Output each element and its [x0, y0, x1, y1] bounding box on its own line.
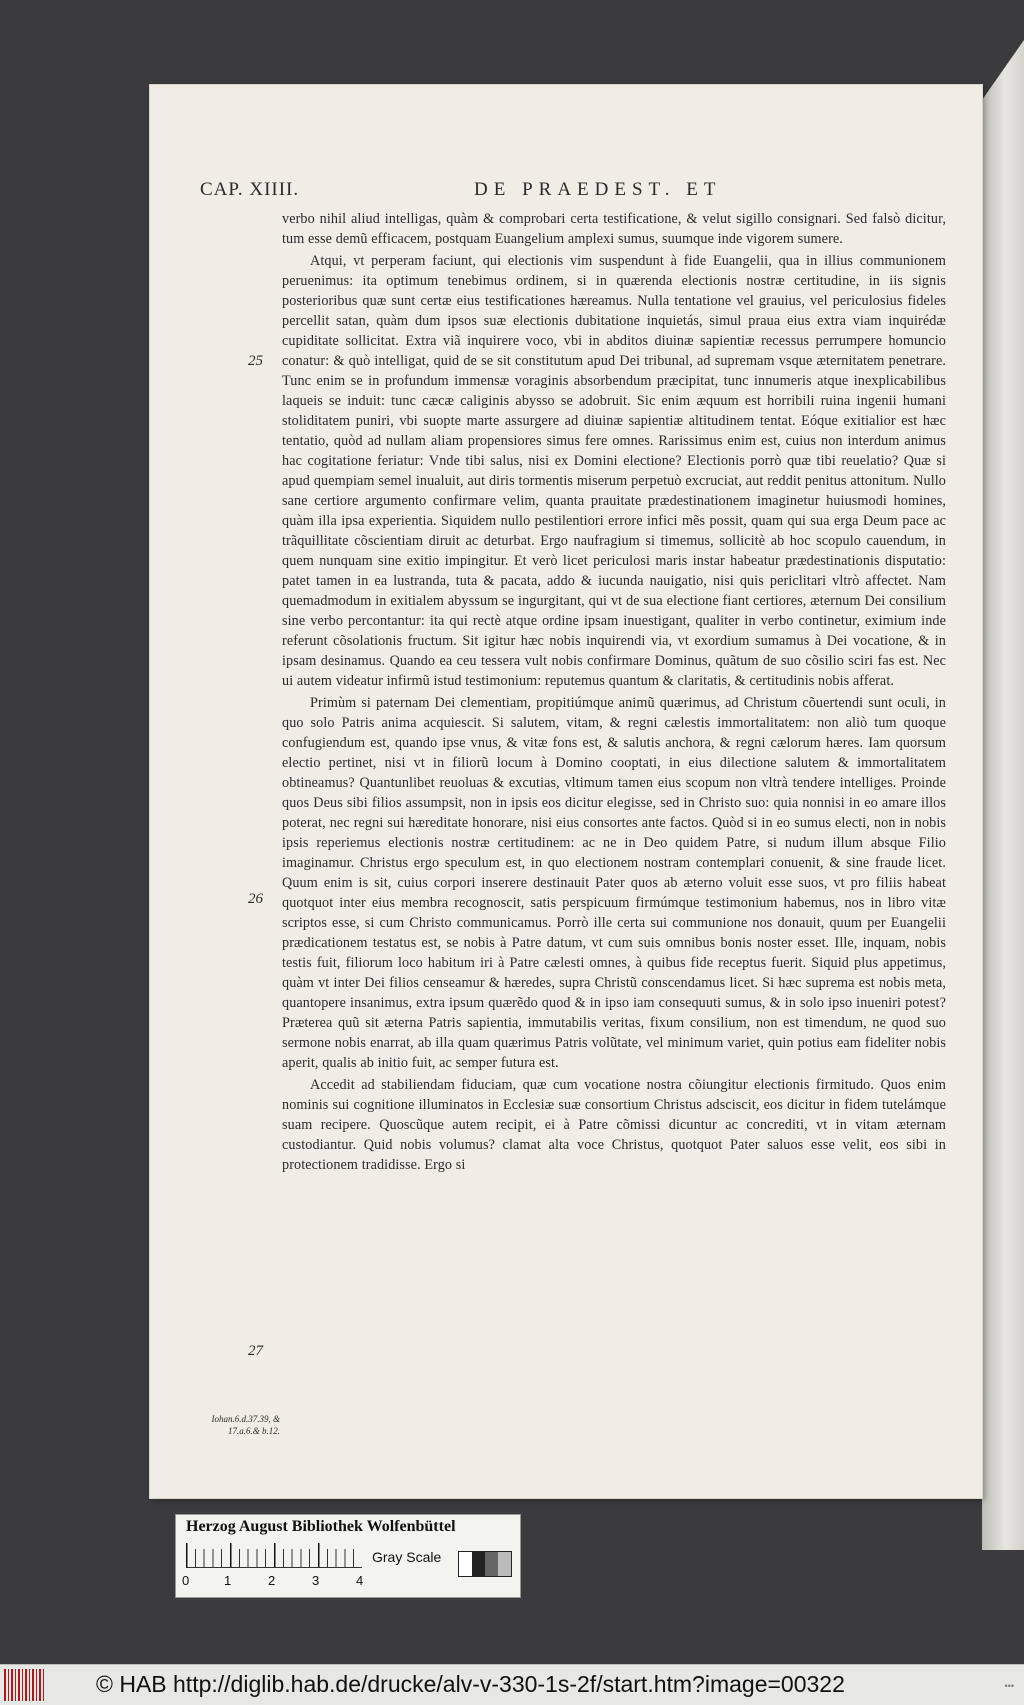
- ruler-tick-label: 2: [268, 1573, 276, 1588]
- ruler-tick-label: 3: [312, 1573, 320, 1588]
- book-page: [150, 85, 982, 1498]
- paragraph-25: Atqui, vt perperam faciunt, qui electionis vim suspendunt à fide Euangelii, qua in illius communionem peruenimus: ita optimum tenebimus ordinem, si in quærenda electionis nostræ certitudine, in iis signis posterioribus quæ sunt certæ eius testificationes hæreamus. Nulla tentatione vel grauius, vel periculosius fideles percellit satan, quàm dum ipsos suæ electionis dubitatione inquietás, simul praua eius extra viam inquirédæ cupiditate sollicitat. Extra viã inquirere voco, vbi in abditos diuinæ sapientiæ recessus perrumpere homuncio conatur: & quò intelligat, quid de se sit constitutum apud Dei tribunal, ad supremam vsque æternitatem penetrare. Tunc enim se in profundum immensæ voraginis absorbendum præcipitat, tunc innumeris atque inexplicabilibus laqueis se induit: tunc cæcæ caliginis abysso se adobruit. Sic enim æquum est horribili ruina ingenii humani stoliditatem puniri, vbi suopte marte assurgere ad diuinæ sapientiæ altitudinem tentat. Eóque exitialior est hæc tentatio, quòd ad nullam aliam propensiores simus fere omnes. Rarissimus enim est, cuius non interdum animus hac cogitatione feriatur: Vnde tibi salus, nisi ex Domini electione? Electionis porrò quæ tibi reuelatio? Quæ si apud quempiam semel inualuit, aut diris tormentis miserum perpetuò excruciat, aut reddit penitus attonitum. Nullo sane certiore argumento confirmare velim, quanta prauitate prædestinationem imaginetur huiusmodi homines, quàm illa ipsa experientia. Siquidem nullo pestilentiori errore infici mẽs possit, quam qui sua erga Deum pace ac trãquillitate cõscientiam diruit ac deturbat. Ergo naufragium si timemus, sollicitè ab hoc scopulo cauendum, in quem nunquam sine exitio impingitur. Et verò licet periculosi maris instar habeatur prædestinationis disputatio: patet tamen in ea lustranda, tuta & pacata, addo & iucunda nauigatio, nisi quis periclitari vltrò affectet. Nam quemadmodum in exitialem abyssum se ingurgitant, qui vt de sua electione fiant certiores, æternum Dei consilium sine verbo percontantur: ita qui rectè atque ordine ipsam inuestigant, qualiter in verbo continetur, eximium inde referunt cõsolationis fructum. Sit igitur hæc nobis inquirendi via, vt exordium sumamus à Dei vocatione, & in ipsam desinamus. Quando ea ceu tessera vult nobis confirmare Dominus, quãtum de suo cõsilio sciri fas est. Nec ui autem videatur infirmũ istud testimonium: reputemus quantum & claritatis, & certitudinis nobis afferat.: [282, 253, 946, 689]
- scale-ruler-major-ticks: [186, 1543, 362, 1567]
- ruler-tick-label: 1: [224, 1573, 232, 1588]
- color-calibration-card: [175, 1514, 521, 1598]
- margin-number-27: 27: [248, 1343, 263, 1359]
- ruler-tick-label: 4: [356, 1573, 364, 1588]
- status-bar: [0, 1664, 1024, 1705]
- margin-number-25: 25: [248, 353, 263, 369]
- paragraph-26: Primùm si paternam Dei clementiam, propitiúmque animũ quærimus, ad Christum cõuertendi sunt oculi, in quo solo Patris anima acquiescit. Si salutem, vitam, & regni cælestis immortalitatem: non aliò tum quoque confugiendum est, quando ipse vnus, & vitæ fons est, & salutis anchora, & regni cælorum hæres. Iam quorsum electio pertinet, nisi vt in filiorũ locum à Domino cooptati, in eius dilectione salutem & immortalitatem obtineamus? Quantunlibet reuoluas & excutias, vltimum tamen eius scopum non vltrà tendere intelliges. Proinde quos Deus sibi filios assumpsit, non in ipsis eos dicitur elegisse, sed in Christo suo: quia nonnisi in eo amare illos poterat, nec regni sui hæreditate honorare, nisi eius consortes ante factos. Quòd si in eo sumus electi, non in nobis ipsis reperiemus electionis nostræ certitudinem: ac ne in Deo quidem Patre, si nudum illum absque Filio imaginamur. Christus ergo speculum est, in quo electionem nostram contemplari conuenit, & sine fraude licet. Quum enim is sit, cuius corpori inserere destinauit Pater quos ab æterno voluit esse suos, vt pro filiis habeat quotquot inter eius membra recognoscit, satis perspicuum firmúmque testimonium habemus, nos in libro vitæ scriptos esse, si cum Christo communicamus. Porrò ille certa sui communione nos donauit, quum per Euangelii prædicationem testatus est, se nobis à Patre datum, vt cum suis omnibus bonis noster esset. Ille, inquam, nobis testis fuit, filiorum loco habitum iri à Patre cælesti omnes, à quibus fide receptus fuerit. Siquid plus appetimus, quàm vt inter Dei filios censeamur & hæredes, supra Christũ conscendamus licet. Si hæc suprema est nobis meta, quantopere insanimus, extra ipsum quærẽdo quod & in ipso iam consequuti sumus, & in solo ipso inueniri potest? Præterea quũ sit æterna Patris sapientia, immutabilis veritas, fixum consilium, non est timendum, ne quod suo sermone nobis enarrat, ab illa quam quærimus Patris volũtate, vel minimum variet, quin potius eam fideliter nobis aperit, qualis ab initio fuit, ac semper futura est.: [282, 695, 946, 1071]
- paragraph-continued: verbo nihil aliud intelligas, quàm & comprobari certa testificatione, & velut sigillo consignari. Sed falsò dicitur, tum esse demũ efficacem, postquam Euangelium amplexi sumus, suumque inde vigorem sumere.: [282, 211, 946, 247]
- gray-scale-label: Gray Scale: [372, 1549, 442, 1565]
- paragraph-27: Accedit ad stabiliendam fiduciam, quæ cum vocatione nostra cõiungitur electionis firmitudo. Quos enim nominis sui cognitione illuminatos in Ecclesiæ suæ consortium Christus adsciscit, eos dicitur in fidem tutelámque suam recipere. Quoscũque autem recipit, ei à Patre cõmissi dicuntur ac concrediti, vt in vitam æternam custodiantur. Quid nobis volumus? clamat alta voce Christus, quotquot Pater saluos esse velit, eos sibi in protectionem tradidisse. Ergo si: [282, 1077, 946, 1173]
- chapter-label: CAP. XIIII.: [200, 179, 300, 200]
- library-name: Herzog August Bibliothek Wolfenbüttel: [186, 1518, 456, 1535]
- body-text: [282, 209, 946, 1177]
- margin-reference-note: Iohan.6.d.37.39, & 17.a.6.& b.12.: [211, 1414, 280, 1436]
- more-icon: •••: [1004, 1681, 1014, 1691]
- margin-number-26: 26: [248, 891, 263, 907]
- running-header: [200, 179, 944, 203]
- ruler-tick-label: 0: [182, 1573, 190, 1588]
- adjacent-page-edge: [982, 40, 1024, 1550]
- running-title: DE PRAEDEST. ET: [474, 179, 722, 200]
- gray-scale-swatch: [458, 1551, 512, 1577]
- source-url[interactable]: © HAB http://diglib.hab.de/drucke/alv-v-330-1s-2f/start.htm?image=00322: [96, 1671, 845, 1697]
- barcode-icon: [4, 1669, 46, 1701]
